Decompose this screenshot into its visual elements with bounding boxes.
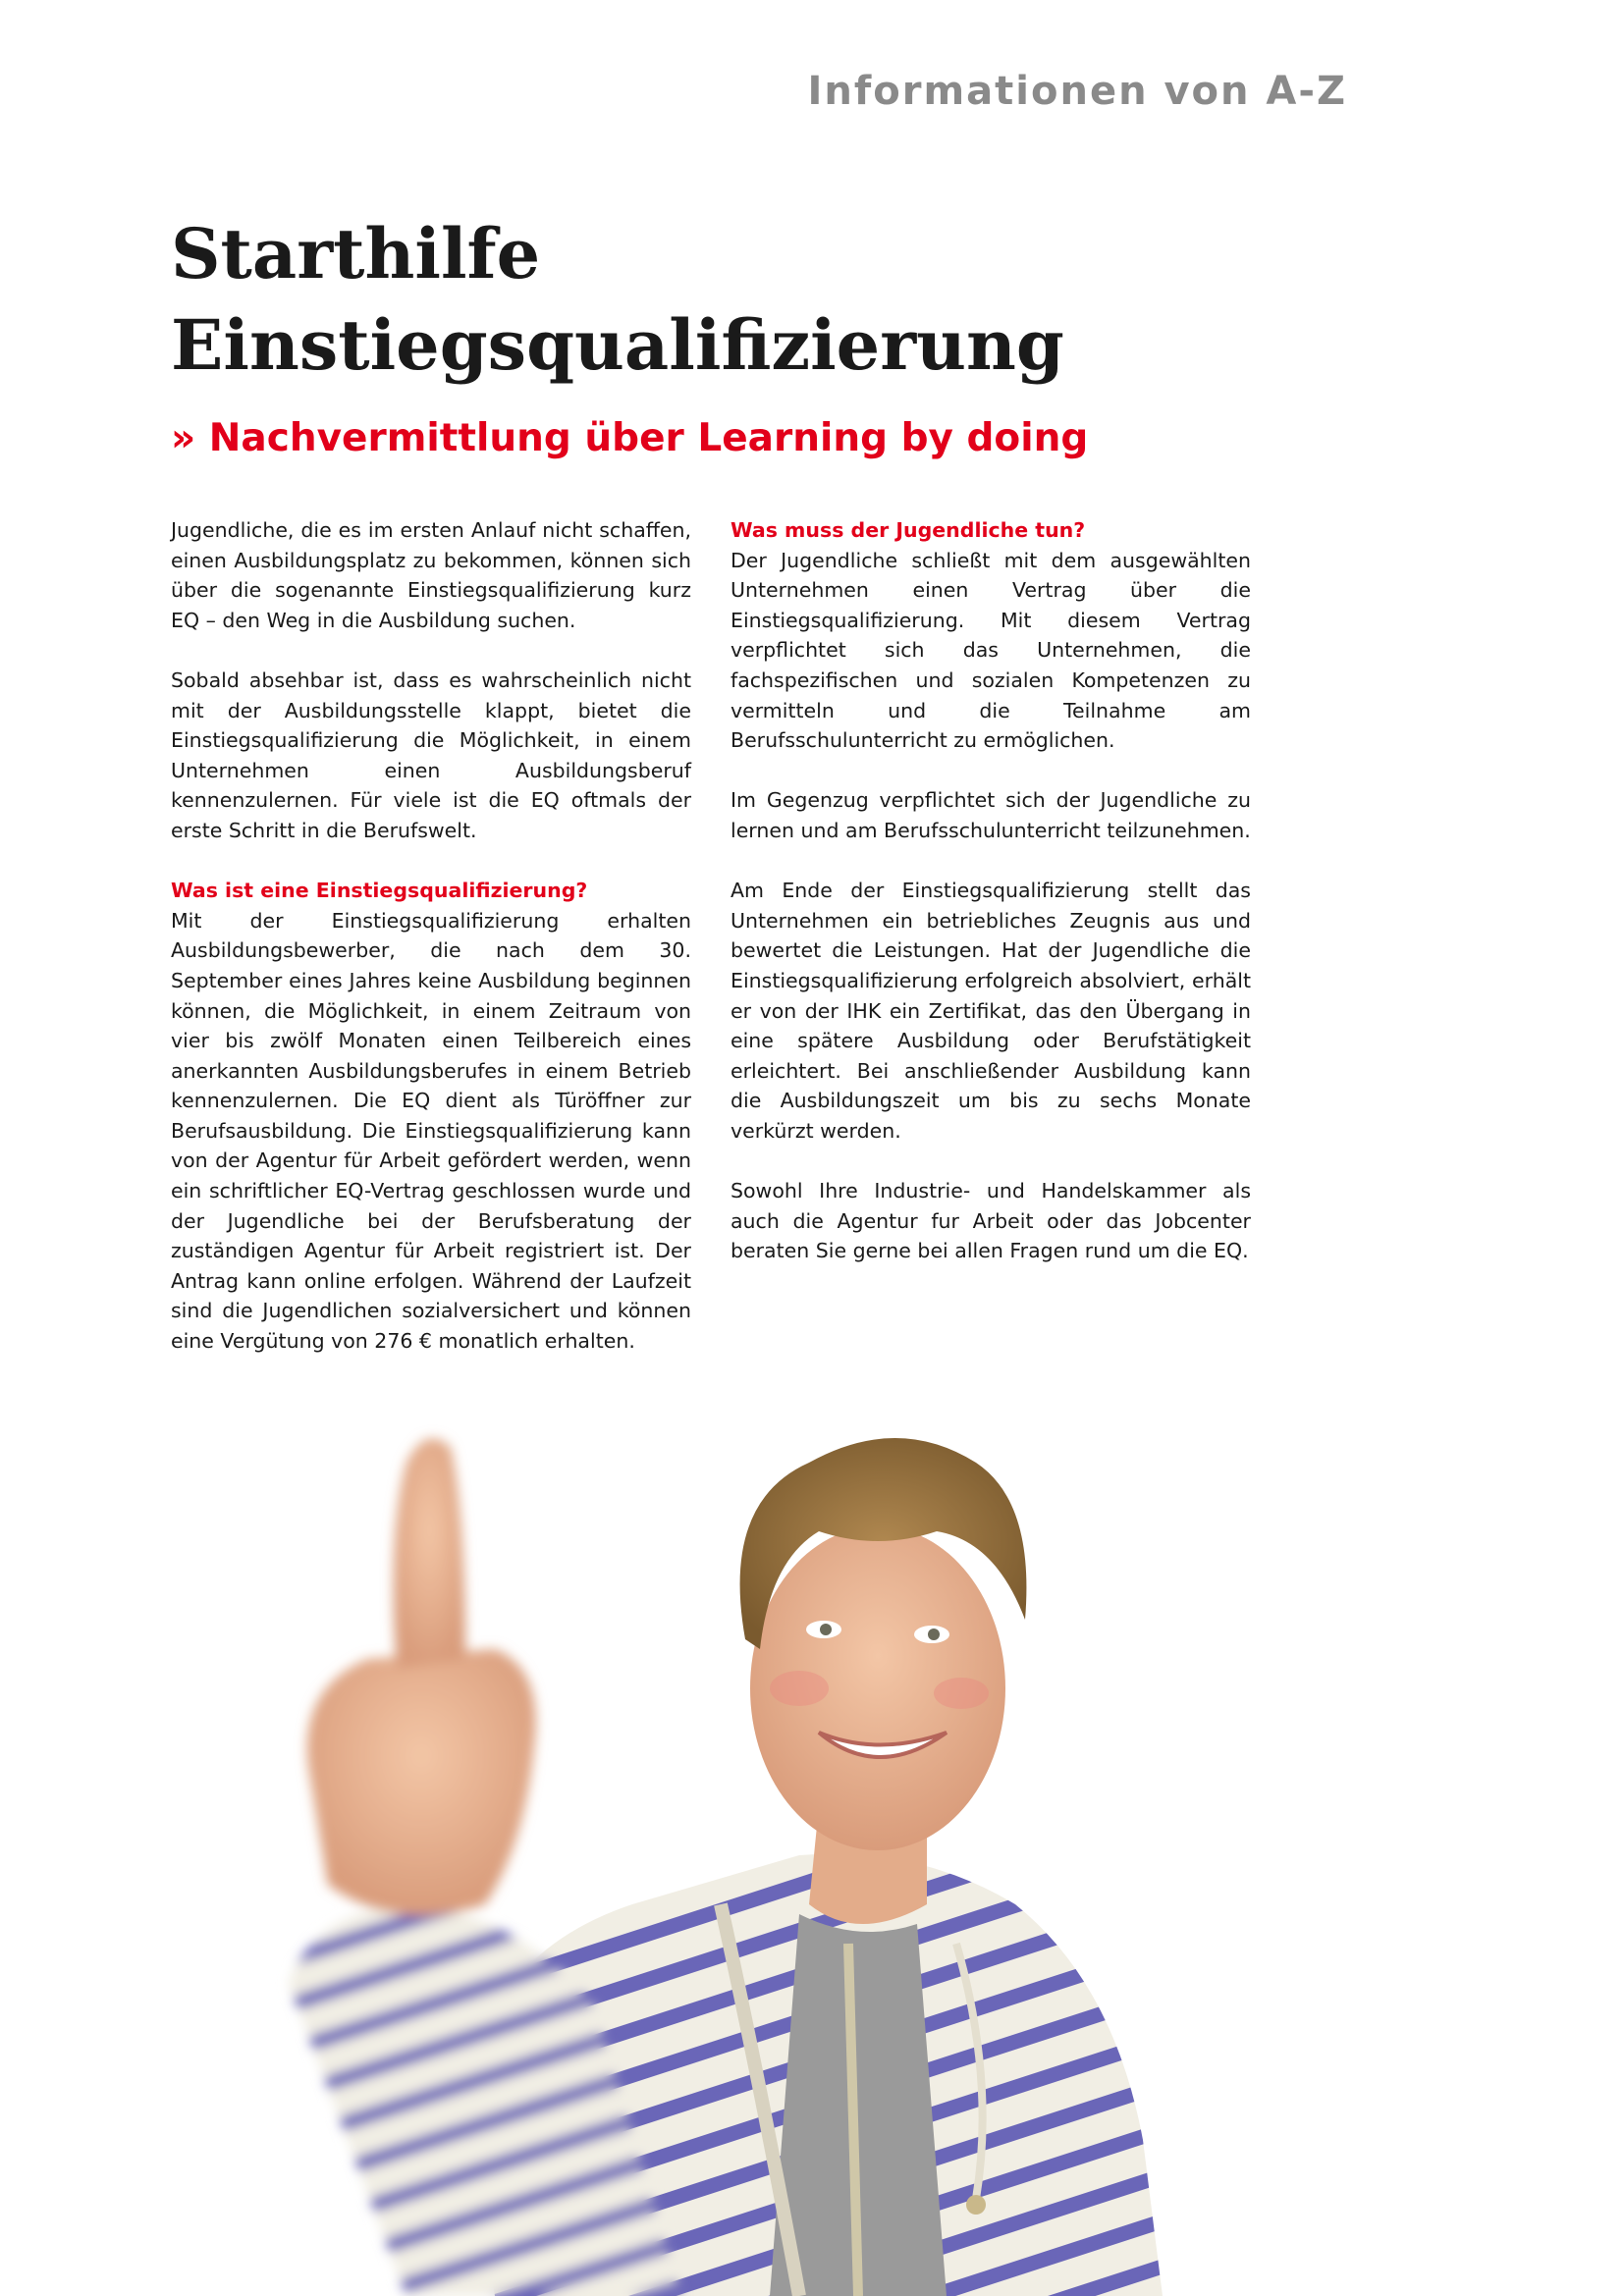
paragraph: Der Jugendliche schließt mit dem ausgewählten Unternehmen einen Vertrag über die Einstiegsqualifizierung. Mit diesem Vertrag verpflichtet sich das Unternehmen, die fachspezifischen und sozialen Kompetenzen zu vermitteln und die Teilnahme am Berufsschulunterricht zu ermöglichen. — [731, 548, 1251, 753]
paragraph: Sobald absehbar ist, dass es wahrscheinlich nicht mit der Ausbildungsstelle klappt, bietet die Einstiegsqualifizierung die Möglichkeit, in einem Unternehmen einen Ausbildungsberuf kennenzulernen. Für viele ist die EQ oftmals der erste Schritt in die Berufswelt. — [171, 667, 691, 842]
section-label: Informationen von A-Z — [807, 69, 1347, 114]
section-heading: Was muss der Jugendliche tun? — [731, 518, 1086, 542]
section-heading: Was ist eine Einstiegsqualifizierung? — [171, 879, 588, 903]
page-title — [171, 208, 1064, 391]
paragraph: Sowohl Ihre Industrie- und Handelskammer als auch die Agentur fur Arbeit oder das Jobcenter beraten Sie gerne bei allen Fragen rund um die EQ. — [731, 1179, 1251, 1263]
subtitle: » Nachvermittlung über Learning by doing — [171, 416, 1089, 460]
title-line-1: Starthilfe — [171, 213, 541, 294]
paragraph: Am Ende der Einstiegsqualifizierung stellt das Unternehmen ein betriebliches Zeugnis aus und bewertet die Leistungen. Hat der Jugendliche die Einstiegsqualifizierung erfolgreich absolviert, erhält er von der IHK ein Zertifikat, das den Übergang in eine spätere Ausbildung oder Berufstätigkeit erleichtert. Bei anschließender Ausbildung kann die Ausbildungszeit um bis zu sechs Monate verkürzt werden. — [731, 879, 1251, 1143]
thumbs-up-photo — [171, 1394, 1251, 2296]
left-column — [171, 515, 691, 1386]
right-column — [731, 515, 1251, 1296]
paragraph: Mit der Einstiegsqualifizierung erhalten Ausbildungsbewerber, die nach dem 30. September eines Jahres keine Ausbildung beginnen können, die Möglichkeit, in einem Zeitraum von vier bis zwölf Monaten einen Teilbereich eines anerkannten Ausbildungsberufes in einem Betrieb kennenzulernen. Die EQ dient als Türöffner zur Berufsausbildung. Die Einstiegsqualifizierung kann von der Agentur für Arbeit gefördert werden, wenn ein schriftlicher EQ-Vertrag geschlossen wurde und der Jugendliche bei der Berufsberatung der zuständigen Agentur für Arbeit registriert ist. Der Antrag kann online erfolgen. Während der Laufzeit sind die Jugendlichen sozialversichert und können eine Vergütung von 276 € monatlich erhalten. — [171, 908, 691, 1354]
paragraph: Im Gegenzug verpflichtet sich der Jugendliche zu lernen und am Berufsschulunterricht teilzunehmen. — [731, 788, 1251, 842]
paragraph: Jugendliche, die es im ersten Anlauf nicht schaffen, einen Ausbildungsplatz zu bekommen, können sich über die sogenannte Einstiegsqualifizierung kurz EQ – den Weg in die Ausbildung suchen. — [171, 518, 691, 632]
title-line-2: Einstiegsqualifizierung — [171, 304, 1064, 386]
